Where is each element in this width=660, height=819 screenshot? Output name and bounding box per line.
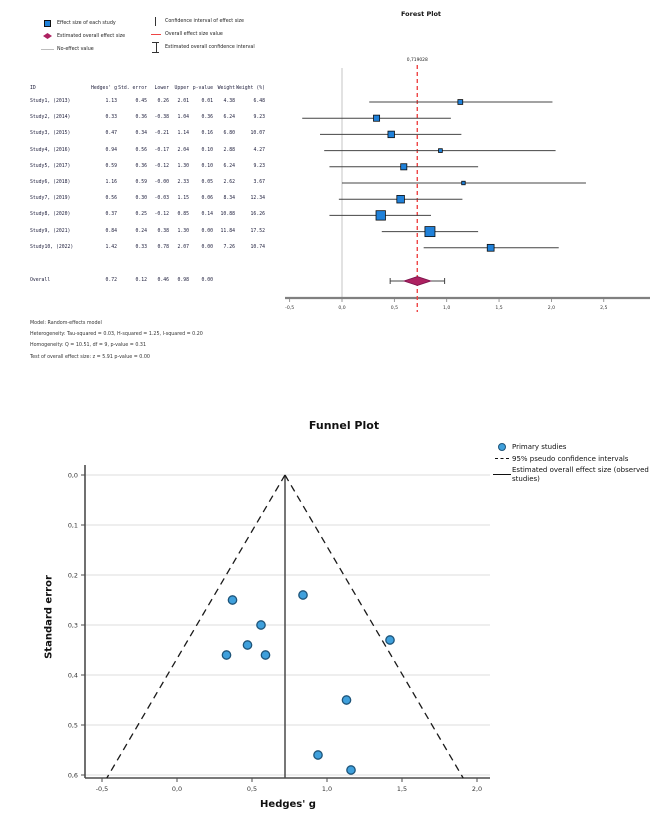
table-cell: Weight [217,86,235,91]
y-tick-label: 0,1 [67,521,78,530]
study-effect-square [462,181,466,185]
table-cell: 4.38 [223,99,235,104]
forest-footnotes [30,318,203,363]
table-cell: 0.00 [201,228,213,234]
y-tick-label: 0,5 [67,721,78,730]
overall-effect-line-icon [493,474,511,475]
table-cell: 2.62 [223,180,235,185]
table-row [30,194,265,204]
funnel-x-axis-label: Hedges' g [260,799,316,810]
study-point [257,621,265,629]
table-cell: 17.52 [250,228,265,234]
table-row [30,178,265,188]
table-cell: Study10, (2022) [30,244,74,250]
legend-item-label: Overall effect size value [165,31,223,37]
table-cell: Study7, (2019) [30,196,71,202]
table-cell: 0.56 [105,196,117,202]
legend-item [148,43,255,51]
table-cell: Std. error [118,86,147,91]
study-point [228,596,236,604]
table-cell: 0.12 [135,278,147,283]
study-point [386,636,394,644]
table-cell: 6.24 [223,163,235,169]
footnote-line: Model: Random-effects model [30,321,102,326]
forest-plot-title: Forest Plot [400,10,442,18]
table-cell: Study3, (2015) [30,131,71,137]
table-cell: 6.24 [223,115,235,121]
table-cell: 0.01 [201,99,213,104]
footnote-line: Homogeneity: Q = 10.51, df = 9, p-value = 0.31 [30,343,147,349]
table-cell: 11.84 [220,228,235,234]
legend-item [40,45,125,53]
y-tick-label: 0,2 [67,571,78,580]
table-cell: 0.30 [135,196,147,202]
study-point [261,651,269,659]
table-cell: 2.01 [177,99,189,104]
study-effect-square [373,115,379,121]
table-cell: 0.24 [135,228,147,234]
table-row [30,227,265,237]
table-cell: -0.21 [154,131,169,137]
overall-effect-diamond [404,277,431,286]
table-cell: 0.26 [157,99,169,104]
table-cell: Study5, (2017) [30,163,71,169]
table-row [30,113,265,123]
table-cell: 0.72 [105,278,117,283]
table-cell: 0.37 [105,212,117,218]
table-row [30,162,265,172]
overall-effect-value-label: 0,719028 [406,58,428,63]
table-cell: Study2, (2014) [30,115,71,121]
overall-diamond-icon [43,33,52,39]
table-cell: 0.46 [157,278,169,283]
study-effect-square [487,244,494,251]
legend-item [148,30,255,38]
table-cell: 0.47 [105,131,117,137]
table-cell: 0.00 [201,244,213,250]
study-point [299,591,307,599]
table-cell: -0.12 [154,212,169,218]
table-cell: 1.13 [105,99,117,104]
table-cell: 1.30 [177,228,189,234]
table-cell: 0.59 [135,180,147,185]
legend-item [492,455,660,464]
no-effect-line-icon [41,49,54,50]
table-cell: 4.27 [253,147,265,153]
table-cell: 0.36 [201,115,213,121]
study-effect-square [388,131,395,138]
table-cell: 1.04 [177,115,189,121]
study-point [347,766,355,774]
table-cell: Study6, (2018) [30,180,71,185]
table-row [30,129,265,139]
table-cell: 0.36 [135,115,147,121]
table-cell: Upper [174,86,189,91]
table-cell: 1.42 [105,244,117,250]
footnote-line: Heterogeneity: Tau-squared = 0.03, H-squared = 1.25, I-squared = 0.20 [30,332,203,338]
table-cell: 0.33 [105,115,117,121]
table-cell: -0.38 [154,115,169,121]
table-cell: Lower [154,86,169,91]
table-cell: 2.88 [223,147,235,153]
x-tick-label: 1,0 [321,785,333,793]
y-tick-label: 0,3 [67,621,78,630]
table-row [30,210,265,220]
table-cell: p-value [192,86,213,91]
legend-item-label: 95% pseudo confidence intervals [512,454,629,463]
funnel-y-axis-label: Standard error [43,575,55,659]
table-cell: 2.07 [177,244,189,250]
table-cell: Hedges' g [91,86,117,91]
table-cell: 6.80 [223,131,235,137]
study-effect-square [425,227,435,237]
legend-item-label: Estimated overall effect size (observed studies) [512,466,649,483]
study-effect-square [401,164,407,170]
table-cell: 0.05 [201,180,213,185]
effect-size-square-icon [44,20,51,27]
funnel-plot-title: Funnel Plot [308,419,380,432]
x-tick-label: -0,5 [95,785,109,793]
study-effect-square [397,195,405,203]
legend-item-label: Primary studies [512,443,567,451]
funnel-chart [40,438,660,810]
table-cell: 0.25 [135,212,147,218]
table-cell: 0.00 [201,278,213,283]
table-cell: 1.14 [177,131,189,137]
x-tick-label: 0,5 [246,785,258,793]
y-tick-label: 0,6 [67,771,78,780]
axis-tick-label: 1,5 [495,306,503,311]
table-cell: Overall [30,278,51,283]
table-overall-row [30,276,213,286]
table-cell: 7.26 [223,244,235,250]
axis-tick-label: 0,0 [338,306,346,311]
table-cell: 10.88 [220,212,235,218]
axis-tick-label: 2,5 [600,306,608,311]
primary-studies-icon [498,443,506,451]
table-cell: -0.03 [154,196,169,202]
footnote-line: Test of overall effect size: z = 5.91 p-value = 0.00 [30,354,150,360]
legend-item [492,443,660,452]
legend-item [492,466,660,483]
ci-line-icon [155,17,156,26]
y-tick-label: 0,0 [67,471,78,480]
table-cell: 1.30 [177,163,189,169]
legend-item-label: Estimated overall effect size [57,33,126,39]
table-cell: 0.38 [157,228,169,234]
study-point [222,651,230,659]
table-cell: 0.33 [135,244,147,250]
table-cell: 16.26 [250,212,265,218]
legend-item [148,17,255,25]
table-cell: 9.23 [253,163,265,169]
table-cell: 1.15 [177,196,189,202]
table-cell: 0.16 [201,131,213,137]
legend-item-label: Estimated overall confidence interval [165,44,255,50]
study-effect-square [458,100,463,105]
table-header [30,84,265,94]
table-cell: 0.84 [105,228,117,234]
table-cell: Study9, (2021) [30,228,71,234]
table-cell: ID [30,86,36,91]
forest-legend-column-2 [148,17,255,56]
table-cell: 0.34 [135,131,147,137]
x-tick-label: 0,0 [171,785,183,793]
table-cell: 12.34 [250,196,265,202]
table-cell: Study1, (2013) [30,99,71,104]
study-point [243,641,251,649]
table-cell: 0.45 [135,99,147,104]
legend-item-label: Confidence interval of effect size [165,18,245,24]
table-cell: Weight (%) [236,86,265,91]
study-effect-square [439,149,443,153]
table-cell: 8.34 [223,196,235,202]
table-cell: 9.23 [253,115,265,121]
table-cell: 1.16 [105,180,117,185]
table-cell: 0.36 [135,163,147,169]
x-tick-label: 1,5 [396,785,408,793]
table-cell: Study4, (2016) [30,147,71,153]
table-cell: 0.10 [201,147,213,153]
table-cell: 0.06 [201,196,213,202]
table-cell: 0.59 [105,163,117,169]
axis-tick-label: -0,5 [285,306,295,311]
y-tick-label: 0,4 [67,671,78,680]
legend-item [40,32,125,40]
x-tick-label: 2,0 [471,785,483,793]
table-row [30,243,265,253]
study-point [314,751,322,759]
axis-tick-label: 2,0 [547,306,556,311]
study-point [342,696,350,704]
table-cell: 0.85 [177,212,189,218]
table-cell: -0.12 [154,163,169,169]
table-cell: 0.56 [135,147,147,153]
table-row [30,146,265,156]
table-row [30,97,265,107]
axis-tick-label: 0,5 [390,306,399,311]
table-cell: 0.94 [105,147,117,153]
table-cell: 2.04 [177,147,189,153]
axis-tick-label: 1,0 [443,306,451,311]
table-cell: 10.74 [250,244,265,250]
table-cell: 2.33 [177,180,189,185]
table-cell: Study8, (2020) [30,212,71,218]
table-cell: 0.14 [201,212,213,218]
legend-item-label: Effect size of each study [57,20,116,26]
study-effect-square [376,211,385,220]
forest-legend-column-1 [40,19,125,58]
legend-item [40,19,125,27]
table-cell: -0.17 [154,147,169,153]
table-cell: 0.78 [157,244,169,250]
table-cell: -0.00 [154,180,169,185]
pseudo-ci-icon [495,458,509,459]
table-cell: 0.98 [177,278,189,283]
table-cell: 3.67 [253,180,265,185]
forest-chart [282,52,656,314]
pseudo-ci-right [285,475,463,778]
legend-item-label: No-effect value [57,46,94,52]
table-cell: 0.10 [201,163,213,169]
table-cell: 10.07 [250,131,265,137]
table-cell: 6.48 [253,99,265,104]
overall-ci-icon [152,42,159,53]
funnel-legend [492,443,660,486]
overall-value-line-icon [151,34,161,35]
